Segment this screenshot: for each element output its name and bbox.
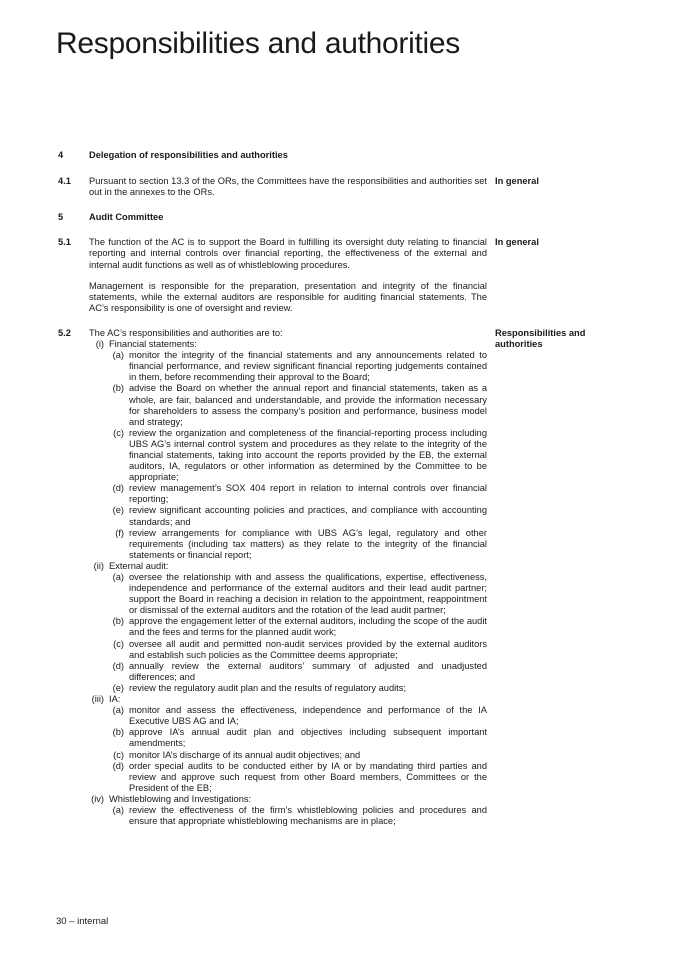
list-item	[109, 528, 487, 561]
list-item	[109, 661, 487, 683]
list-item-label: (b)	[112, 727, 124, 738]
list-group-label: (iv)	[91, 793, 104, 804]
list-group	[89, 339, 487, 350]
section-number: 4	[58, 150, 64, 160]
margin-note: Responsibilities and authorities	[495, 327, 586, 350]
list-item	[109, 572, 487, 616]
list-item-label: (a)	[112, 804, 124, 815]
list-item	[109, 727, 487, 749]
list-group	[89, 694, 487, 705]
list-group-title: IA:	[109, 694, 121, 705]
list-item-text: annually review the external auditors’ summary of adjusted and unadjusted differences; and	[129, 660, 487, 682]
list-group	[89, 794, 487, 805]
list-item-label: (d)	[112, 483, 124, 494]
list-item-label: (a)	[112, 572, 124, 582]
list-item-text: review significant accounting policies and practices, and compliance with accounting standards; and	[129, 505, 487, 527]
margin-note: In general	[495, 176, 539, 187]
list-item	[109, 683, 487, 694]
list-item	[109, 805, 487, 827]
list-item-text: monitor the integrity of the financial statements and any announcements related to financial performance, and review significant financial reporting judgements contained in them, before recommending their approval to the Board;	[129, 350, 487, 383]
list-item-label: (b)	[112, 616, 124, 627]
list-item	[109, 705, 487, 727]
list-item-text: advise the Board on whether the annual report and financial statements, taken as a whole, are fair, balanced and understandable, and provide the information necessary for shareholders to assess the company’s position and performance, business model and strategy;	[129, 383, 487, 427]
list-item-label: (c)	[113, 427, 124, 438]
list-item	[109, 383, 487, 427]
list-item-label: (c)	[113, 749, 124, 760]
list-item-label: (a)	[112, 705, 124, 716]
section-heading-text: Delegation of responsibilities and authorities	[89, 150, 288, 160]
list-item-text: review management’s SOX 404 report in relation to internal controls over financial reporting;	[129, 483, 487, 505]
list-item-label: (e)	[112, 505, 124, 516]
page-title: Responsibilities and authorities	[56, 27, 460, 60]
list-item	[109, 428, 487, 483]
list-group	[89, 561, 487, 572]
list-item-text: order special audits to be conducted either by IA or by mandating third parties and review and approve such request from other Board members, Committees or the President of the EB;	[129, 760, 487, 793]
page-footer: 30 – internal	[56, 916, 109, 927]
list-item-label: (b)	[112, 383, 124, 394]
clause-intro: The AC’s responsibilities and authorities are to:	[89, 327, 283, 338]
section-5-heading	[58, 212, 618, 223]
list-item-label: (a)	[112, 350, 124, 361]
list-group-title: Financial statements:	[109, 339, 197, 350]
list-item-label: (d)	[112, 660, 124, 671]
list-item-label: (e)	[112, 682, 124, 693]
list-item-text: review the organization and completeness of the financial-reporting process including UBS AG’s internal control system and procedures as they relate to the integrity of the financial statements, taking into account the reports provided by the EB, the external auditors, IA, regulators or other information as determined by the Committee to be appropriate;	[129, 427, 487, 483]
list-item	[109, 505, 487, 527]
clause-number: 5.2	[58, 327, 71, 338]
list-item-text: oversee the relationship with and assess the qualifications, expertise, effectiveness, independence and performance of the external auditors and their lead audit partner; support the Board in reaching a decision in relation to the appointment, reappointment or dismissal of the external auditors and the rotation of the lead audit partner;	[129, 572, 487, 616]
list-item-text: review the effectiveness of the firm’s whistleblowing policies and procedures and ensure that appropriate whistleblowing mechanisms are in place;	[129, 804, 487, 827]
list-item-label: (f)	[115, 527, 124, 538]
list-group-label: (i)	[95, 339, 104, 350]
clause-paragraph: Management is responsible for the preparation, presentation and integrity of the financial statements, while the external auditors are responsible for auditing financial statements. The AC’s responsibility is one of oversight and review.	[89, 280, 487, 313]
list-item	[109, 639, 487, 661]
list-item-label: (d)	[112, 760, 124, 771]
list-item-text: monitor IA’s discharge of its annual audit objectives; and	[129, 749, 361, 760]
list-item-text: monitor and assess the effectiveness, independence and performance of the IA Executive UBS AG and IA;	[129, 705, 487, 727]
list-item	[109, 350, 487, 383]
list-item-label: (c)	[113, 638, 124, 649]
section-number: 5	[58, 212, 64, 223]
list-group-label: (ii)	[93, 560, 104, 571]
list-group-title: External audit:	[109, 560, 169, 571]
margin-note: In general	[495, 237, 539, 248]
clause-5-1	[58, 237, 618, 314]
list-group-label: (iii)	[91, 694, 104, 705]
clause-text: Pursuant to section 13.3 of the ORs, the Committees have the responsibilities and authorities set out in the annexes to the ORs.	[89, 176, 487, 198]
list-item-text: approve the engagement letter of the external auditors, including the scope of the audit and the fees and terms for the planned audit work;	[129, 616, 487, 638]
list-item	[109, 761, 487, 794]
document-body	[58, 150, 618, 827]
list-group-title: Whistleblowing and Investigations:	[109, 793, 252, 804]
list-item-text: oversee all audit and permitted non-audit services provided by the external auditors and establish such policies as the Committee deems appropriate;	[129, 638, 487, 660]
clause-number: 4.1	[58, 176, 71, 187]
list-item	[109, 750, 487, 761]
clause-4-1	[58, 176, 618, 198]
clause-number: 5.1	[58, 237, 71, 248]
clause-paragraph: The function of the AC is to support the Board in fulfilling its oversight duty relating to financial reporting and internal controls over financial reporting, the effectiveness of the external and internal audit functions as well as of whistleblowing procedures.	[89, 237, 487, 270]
section-4-heading	[58, 150, 618, 161]
section-heading-text: Audit Committee	[89, 212, 164, 223]
list-item-text: review the regulatory audit plan and the results of regulatory audits;	[129, 682, 407, 693]
list-item-text: approve IA’s annual audit plan and objectives including subsequent important amendments;	[129, 727, 487, 749]
list-item	[109, 616, 487, 638]
list-item	[109, 483, 487, 505]
clause-5-2	[58, 328, 618, 827]
list-item-text: review arrangements for compliance with UBS AG’s legal, regulatory and other requirements (including tax matters) as they relate to the integrity of the financial statements or financial report;	[129, 527, 487, 560]
